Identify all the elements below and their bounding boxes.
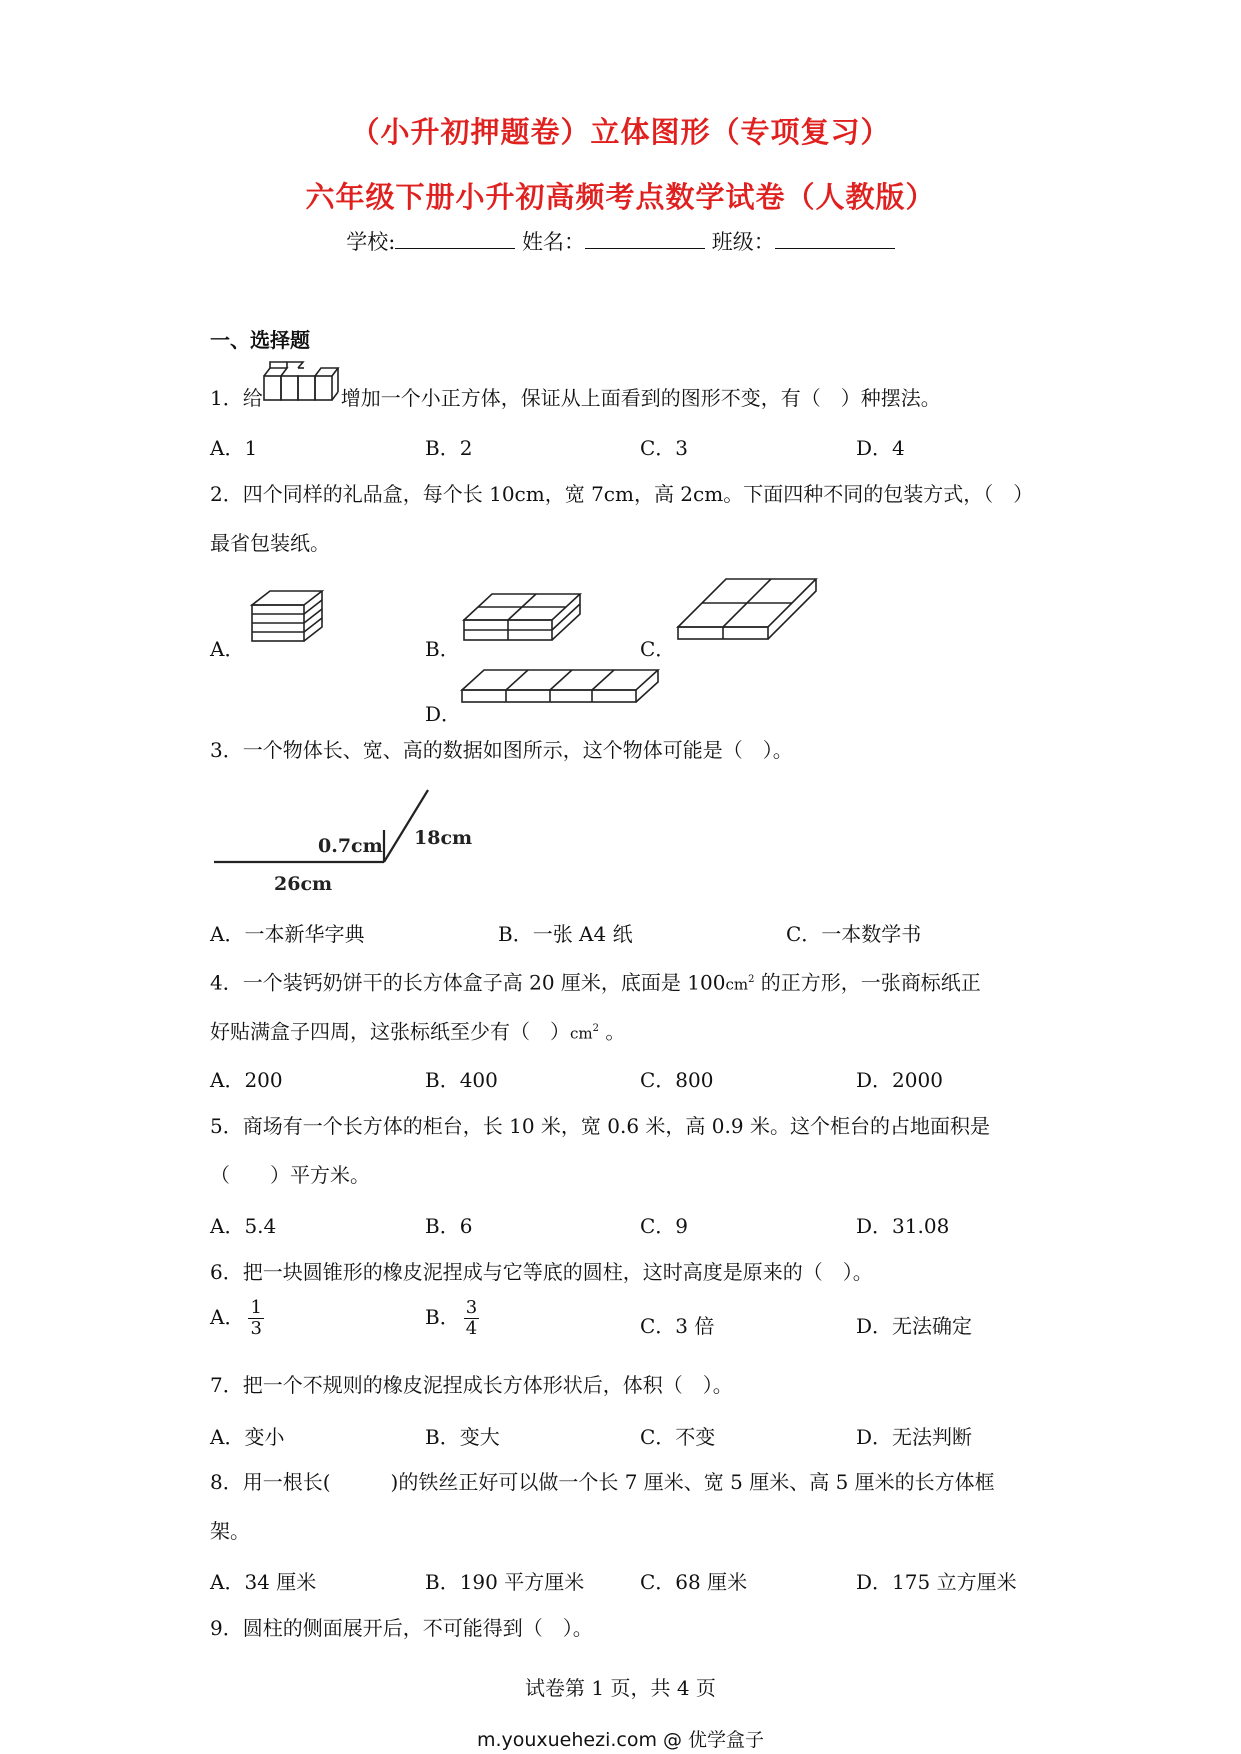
name-label: 姓名： (522, 230, 586, 254)
q5-option-c[interactable]: C．9 (640, 1214, 689, 1238)
q6-option-d[interactable]: D．无法确定 (856, 1314, 973, 1338)
title-line-1: （小升初押题卷）立体图形（专项复习） (350, 115, 891, 149)
question-number: 3． (210, 738, 243, 762)
option-label: B． (425, 1305, 460, 1329)
question-5-line2: （ ）平方米。 (210, 1163, 370, 1187)
student-info (0, 226, 1241, 256)
question-2 (210, 481, 1033, 507)
q3-option-c[interactable]: C．一本数学书 (786, 922, 922, 946)
page-number: 试卷第 1 页，共 4 页 (525, 1676, 716, 1700)
superscript: 2 (748, 974, 755, 985)
cube-stack-figure (262, 358, 340, 404)
q2-option-c[interactable]: C． (640, 637, 676, 661)
question-text: 把一块圆锥形的橡皮泥捏成与它等底的圆柱，这时高度是原来的（ ）。 (242, 1260, 873, 1284)
title-line-2: 六年级下册小升初高频考点数学试卷（人教版） (305, 180, 936, 214)
question-number: 2． (210, 482, 243, 506)
question-number: 9． (210, 1616, 243, 1640)
question-4 (210, 967, 981, 998)
option-label: A． (210, 1305, 245, 1329)
question-text: 用一根长( )的铁丝正好可以做一个长 7 厘米、宽 5 厘米、高 5 厘米的长方体框 (242, 1470, 995, 1494)
q8-option-b[interactable]: B．190 平方厘米 (425, 1570, 585, 1594)
width-label: 26cm (274, 873, 333, 895)
q8-option-c[interactable]: C．68 厘米 (640, 1570, 748, 1594)
q4-option-c[interactable]: C．800 (640, 1068, 714, 1092)
q7-option-d[interactable]: D．无法判断 (856, 1425, 973, 1449)
q5-option-a[interactable]: A．5.4 (210, 1214, 277, 1238)
question-text: 好贴满盒子四周，这张标纸至少有（ ） (210, 1019, 570, 1044)
q5-option-d[interactable]: D．31.08 (856, 1214, 950, 1238)
q4-option-a[interactable]: A．200 (210, 1068, 283, 1092)
name-blank[interactable] (585, 230, 705, 249)
school-label: 学校: (346, 230, 396, 254)
question-8 (210, 1469, 995, 1495)
dimension-figure (212, 782, 473, 895)
q6-option-a[interactable] (210, 1298, 264, 1339)
class-blank[interactable] (775, 230, 895, 249)
section-title: 一、选择题 (210, 328, 310, 352)
question-text: 把一个不规则的橡皮泥捏成长方体形状后，体积（ ）。 (242, 1373, 733, 1397)
q4-option-b[interactable]: B．400 (425, 1068, 498, 1092)
question-2-line2: 最省包装纸。 (210, 531, 330, 555)
question-8-line2: 架。 (210, 1519, 250, 1543)
question-number: 6． (210, 1260, 243, 1284)
question-number: 4． (210, 970, 243, 995)
q2-option-a[interactable]: A． (210, 637, 245, 661)
question-text: 增加一个小正方体，保证从上面看到的图形不变，有（ ）种摆法。 (340, 386, 941, 410)
q1-option-d[interactable]: D．4 (856, 436, 905, 460)
question-4-line2 (210, 1016, 625, 1047)
school-blank[interactable] (395, 230, 515, 249)
question-text: 一个装钙奶饼干的长方体盒子高 20 厘米，底面是 100 (242, 970, 726, 995)
box-arrangement-row (460, 666, 660, 710)
question-5 (210, 1113, 990, 1139)
box-arrangement-2x2-flat (676, 575, 818, 643)
q1-option-b[interactable]: B．2 (425, 436, 473, 460)
q5-option-b[interactable]: B．6 (425, 1214, 473, 1238)
question-text: 的正方形，一张商标纸正 (754, 970, 981, 995)
depth-label: 18cm (414, 827, 473, 849)
question-number: 5． (210, 1114, 243, 1138)
question-number: 8． (210, 1470, 243, 1494)
question-text: 圆柱的侧面展开后，不可能得到（ ）。 (242, 1616, 593, 1640)
question-7 (210, 1372, 733, 1398)
question-3 (210, 737, 793, 763)
q6-option-b[interactable] (425, 1298, 479, 1339)
box-arrangement-2x2-stacked (462, 590, 582, 642)
q8-option-a[interactable]: A．34 厘米 (210, 1570, 317, 1594)
question-number: 1． (210, 386, 243, 410)
q7-option-a[interactable]: A．变小 (210, 1425, 285, 1449)
question-number: 7． (210, 1373, 243, 1397)
height-label: 0.7cm (318, 835, 383, 857)
question-text: 商场有一个长方体的柜台，长 10 米，宽 0.6 米，高 0.9 米。这个柜台的占地面积是 (242, 1114, 990, 1138)
question-text: 。 (599, 1019, 626, 1044)
q1-option-c[interactable]: C．3 (640, 436, 689, 460)
q3-option-a[interactable]: A．一本新华字典 (210, 922, 365, 946)
fraction-one-third: $\frac{1}{3}$ (250, 1297, 262, 1339)
q2-option-b[interactable]: B． (425, 637, 460, 661)
q4-option-d[interactable]: D．2000 (856, 1068, 943, 1092)
q3-option-b[interactable]: B．一张 A4 纸 (498, 922, 633, 946)
fraction-three-fourths: $\frac{3}{4}$ (465, 1297, 478, 1339)
unit: cm (570, 1024, 593, 1043)
q7-option-c[interactable]: C．不变 (640, 1425, 716, 1449)
q8-option-d[interactable]: D．175 立方厘米 (856, 1570, 1017, 1594)
question-6 (210, 1259, 873, 1285)
q7-option-b[interactable]: B．变大 (425, 1425, 500, 1449)
question-text: 给 (242, 386, 263, 410)
question-9 (210, 1615, 593, 1641)
q1-option-a[interactable]: A．1 (210, 436, 258, 460)
box-stack-vertical (250, 585, 324, 643)
question-text: 四个同样的礼品盒，每个长 10cm，宽 7cm，高 2cm。下面四种不同的包装方式，（ ） (242, 482, 1034, 506)
source-watermark[interactable]: m.youxuehezi.com @ 优学盒子 (476, 1729, 765, 1751)
unit: cm (725, 975, 749, 994)
q6-option-c[interactable]: C．3 倍 (640, 1314, 715, 1338)
q2-option-d[interactable]: D． (425, 702, 462, 726)
class-label: 班级： (711, 230, 775, 254)
superscript: 2 (592, 1023, 599, 1034)
question-text: 一个物体长、宽、高的数据如图所示，这个物体可能是（ ）。 (242, 738, 793, 762)
